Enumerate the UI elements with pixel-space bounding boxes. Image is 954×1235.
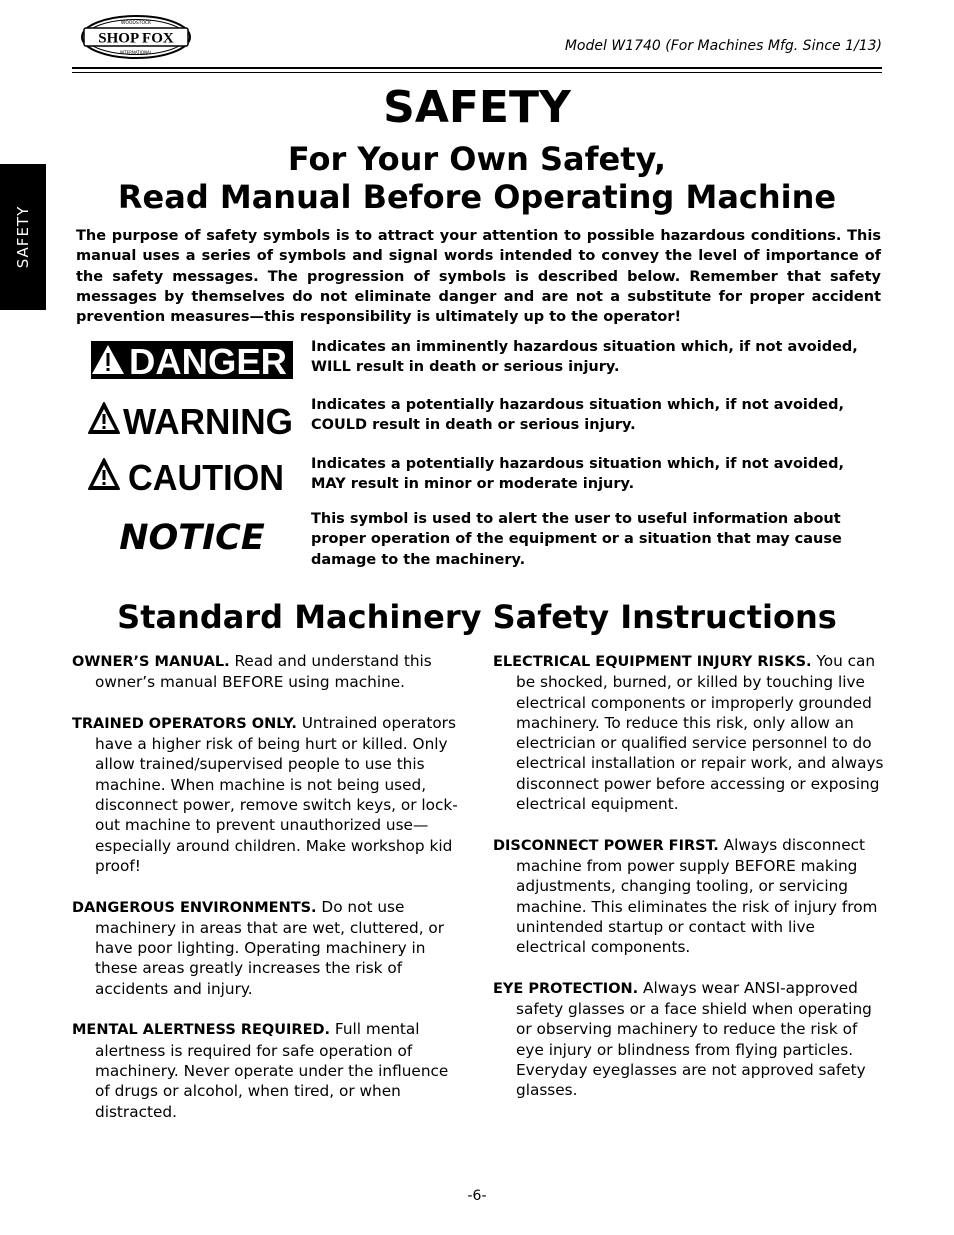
page-subtitle bbox=[0, 140, 954, 216]
model-header: Model W1740 (For Machines Mfg. Since 1/13) bbox=[564, 38, 882, 54]
logo-arc-top: WOODSTOCK bbox=[120, 21, 152, 26]
page-title: SAFETY bbox=[383, 82, 571, 133]
notice-description bbox=[311, 509, 871, 570]
item-text: Always disconnect machine from power supply BEFORE making adjustments, changing tooling, or servicing machine. This eliminates the risk of injury from unintended startup or contact with live electrical components. bbox=[516, 835, 878, 957]
item-title: EYE PROTECTION. bbox=[493, 980, 639, 997]
shop-fox-logo bbox=[80, 14, 192, 60]
item-text: Do not use machinery in areas that are wet, cluttered, or have poor lighting. Operating machinery in these areas greatly increases the risk of accidents and injury. bbox=[95, 897, 445, 998]
item-title: MENTAL ALERTNESS REQUIRED. bbox=[72, 1022, 331, 1039]
instruction-item bbox=[493, 978, 885, 1101]
caution-line-2: MAY result in minor or moderate injury. bbox=[311, 476, 635, 493]
warning-line-1: Indicates a potentially hazardous situation which, if not avoided, bbox=[311, 397, 845, 413]
caution-description bbox=[311, 454, 871, 495]
item-text: You can be shocked, burned, or killed by touching live electrical components or improperly grounded machinery. To reduce this risk, only allow an electrician or qualified service personnel to do electrical installation or repair work, and always disconnect power before accessing or exposing electrical equipment. bbox=[516, 652, 884, 814]
subtitle-line-2: Read Manual Before Operating Machine bbox=[117, 178, 837, 216]
danger-signal-icon bbox=[88, 340, 296, 380]
warning-description bbox=[311, 395, 871, 436]
right-column bbox=[493, 651, 885, 1121]
instruction-item bbox=[72, 651, 464, 693]
subtitle-line-1: For Your Own Safety, bbox=[287, 140, 667, 178]
danger-word: DANGER bbox=[129, 341, 287, 380]
item-title: OWNER’S MANUAL. bbox=[72, 654, 230, 670]
danger-line-1: Indicates an imminently hazardous situation which, if not avoided, bbox=[311, 339, 858, 355]
left-column bbox=[72, 651, 464, 1142]
instruction-item bbox=[72, 1019, 464, 1121]
page-number: -6- bbox=[467, 1188, 487, 1204]
warning-signal-icon bbox=[88, 400, 296, 438]
header-rule bbox=[72, 67, 882, 69]
section-title: Standard Machinery Safety Instructions bbox=[117, 598, 837, 636]
header-rule-thin bbox=[72, 72, 882, 73]
caution-word: CAUTION bbox=[128, 457, 284, 494]
caution-signal-icon bbox=[88, 456, 296, 494]
item-title: ELECTRICAL EQUIPMENT INJURY RISKS. bbox=[493, 654, 812, 670]
side-tab-label: SAFETY bbox=[14, 205, 32, 269]
notice-line-1: This symbol is used to alert the user to useful information about bbox=[311, 511, 841, 527]
item-text: Always wear ANSI-approved safety glasses or a face shield when operating or observing machinery to reduce the risk of eye injury or blindness from flying particles. Everyday eyeglasses are not approved safety glasses. bbox=[516, 978, 872, 1100]
danger-line-2: WILL result in death or serious injury. bbox=[311, 359, 620, 376]
logo-arc-bottom: INTERNATIONAL bbox=[119, 50, 153, 55]
instruction-item bbox=[72, 713, 464, 876]
warning-word: WARNING bbox=[123, 401, 293, 438]
notice-line-2: proper operation of the equipment or a situation that may cause bbox=[311, 531, 842, 548]
instruction-item bbox=[493, 835, 885, 958]
item-text: Full mental alertness is required for safe operation of machinery. Never operate under the influence of drugs or alcohol, when tired, or when distracted. bbox=[95, 1020, 449, 1121]
item-title: DANGEROUS ENVIRONMENTS. bbox=[72, 899, 317, 916]
item-text: Untrained operators have a higher risk of being hurt or killed. Only allow trained/supervised people to use this machine. When machine is not being used, disconnect power, remove switch keys, or lock-out machine to prevent unauthorized use—especially around children. Make workshop kid proof! bbox=[95, 713, 458, 875]
instruction-item bbox=[72, 897, 464, 999]
danger-description bbox=[311, 337, 871, 378]
instruction-item bbox=[493, 651, 885, 814]
intro-paragraph: The purpose of safety symbols is to attract your attention to possible hazardous conditions. This manual uses a series of symbols and signal words intended to convey the level of importance of the safety messages. The progression of symbols is described below. Remember that safety messages by themselves do not eliminate danger and are not a substitute for proper accident prevention measures—this responsibility is ultimately up to the operator! bbox=[76, 228, 881, 326]
caution-line-1: Indicates a potentially hazardous situation which, if not avoided, bbox=[311, 456, 845, 472]
logo-text: SHOP FOX bbox=[98, 30, 174, 47]
item-title: TRAINED OPERATORS ONLY. bbox=[72, 715, 297, 732]
item-title: DISCONNECT POWER FIRST. bbox=[493, 837, 719, 854]
notice-line-3: damage to the machinery. bbox=[311, 551, 526, 568]
item-text: Read and understand this owner’s manual BEFORE using machine. bbox=[95, 652, 432, 692]
warning-line-2: COULD result in death or serious injury. bbox=[311, 417, 636, 434]
notice-word: NOTICE bbox=[119, 518, 265, 558]
